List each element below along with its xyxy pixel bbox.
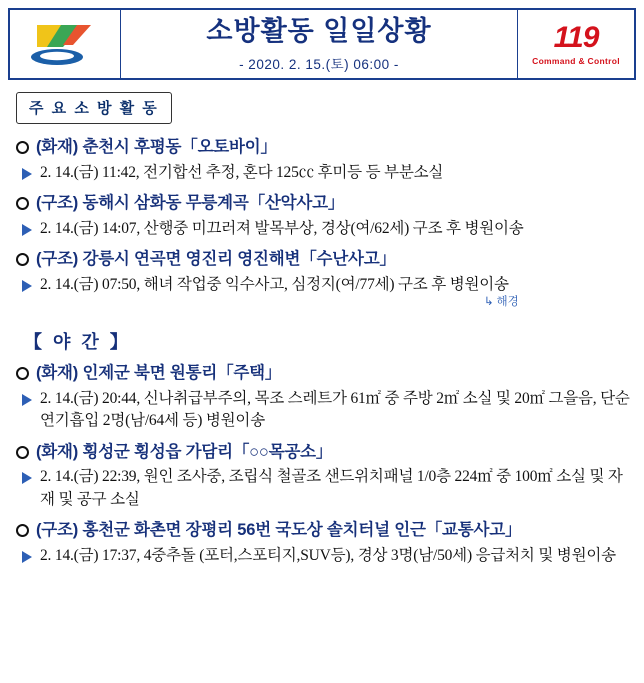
list-item [14, 520, 634, 567]
triangle-bullet-icon [22, 472, 32, 484]
circle-bullet-icon [16, 446, 29, 459]
badge-subtitle: Command & Control [532, 55, 620, 66]
report-content [0, 137, 644, 568]
entry-heading: (구조) 동해시 삼화동 무릉계곡「산악사고」 [14, 193, 634, 214]
circle-bullet-icon [16, 197, 29, 210]
entry-detail: 2. 14.(금) 11:42, 전기합선 추정, 혼다 125㏄ 후미등 등 부분소실 [18, 162, 634, 184]
triangle-bullet-icon [22, 168, 32, 180]
page-title: 소방활동 일일상황 [206, 16, 432, 47]
entry-detail: 2. 14.(금) 17:37, 4중추돌 (포터,스포티지,SUV등), 경상 3명(남/50세) 응급처치 및 병원이송 [18, 545, 634, 567]
entry-heading: (화재) 횡성군 횡성읍 가담리「○○목공소」 [14, 442, 634, 463]
list-item [14, 363, 634, 433]
header-center [121, 10, 517, 78]
circle-bullet-icon [16, 141, 29, 154]
circle-bullet-icon [16, 524, 29, 537]
entry-detail: 2. 14.(금) 22:39, 원인 조사중, 조립식 철골조 샌드위치패널 1/0층 224㎡ 중 100㎡ 소실 및 자재 및 공구 소실 [18, 466, 634, 511]
triangle-bullet-icon [22, 280, 32, 292]
entry-heading: (구조) 강릉시 연곡면 영진리 영진해변「수난사고」 [14, 249, 634, 270]
circle-bullet-icon [16, 367, 29, 380]
list-item [14, 137, 634, 184]
annotation-note: ↳ 해경 [484, 296, 519, 309]
entry-heading: (화재) 춘천시 후평동「오토바이」 [14, 137, 634, 158]
triangle-bullet-icon [22, 551, 32, 563]
section-tag: 주 요 소 방 활 동 [16, 92, 172, 124]
entry-heading: (화재) 인제군 북면 원통리「주택」 [14, 363, 634, 384]
list-item [14, 442, 634, 512]
list-item [14, 193, 634, 240]
document-page [0, 8, 644, 683]
triangle-bullet-icon [22, 224, 32, 236]
document-header [8, 8, 636, 80]
entry-detail: 2. 14.(금) 07:50, 해녀 작업중 익수사고, 심정지(여/77세) 구조 후 병원이송 [18, 274, 634, 296]
entry-detail: 2. 14.(금) 20:44, 신나취급부주의, 목조 스레트가 61㎡ 중 주방 2㎡ 소실 및 20㎡ 그을음, 단순연기흡입 2명(남/64세 등) 병원이송 [18, 388, 634, 433]
header-logo-cell [10, 10, 121, 78]
entry-detail: 2. 14.(금) 14:07, 산행중 미끄러져 발목부상, 경상(여/62세) 구조 후 병원이송 [18, 218, 634, 240]
entry-heading: (구조) 홍천군 화촌면 장평리 56번 국도상 솔치터널 인근「교통사고」 [14, 520, 634, 541]
list-item [14, 249, 634, 296]
badge-119-icon: 119 [553, 20, 599, 54]
triangle-bullet-icon [22, 394, 32, 406]
circle-bullet-icon [16, 253, 29, 266]
report-date: - 2020. 2. 15.(토) 06:00 - [239, 56, 399, 72]
gangwon-fire-logo-icon [27, 19, 103, 69]
night-section-header: 【 야 간 】 [24, 332, 131, 353]
header-badge-cell [517, 10, 634, 78]
